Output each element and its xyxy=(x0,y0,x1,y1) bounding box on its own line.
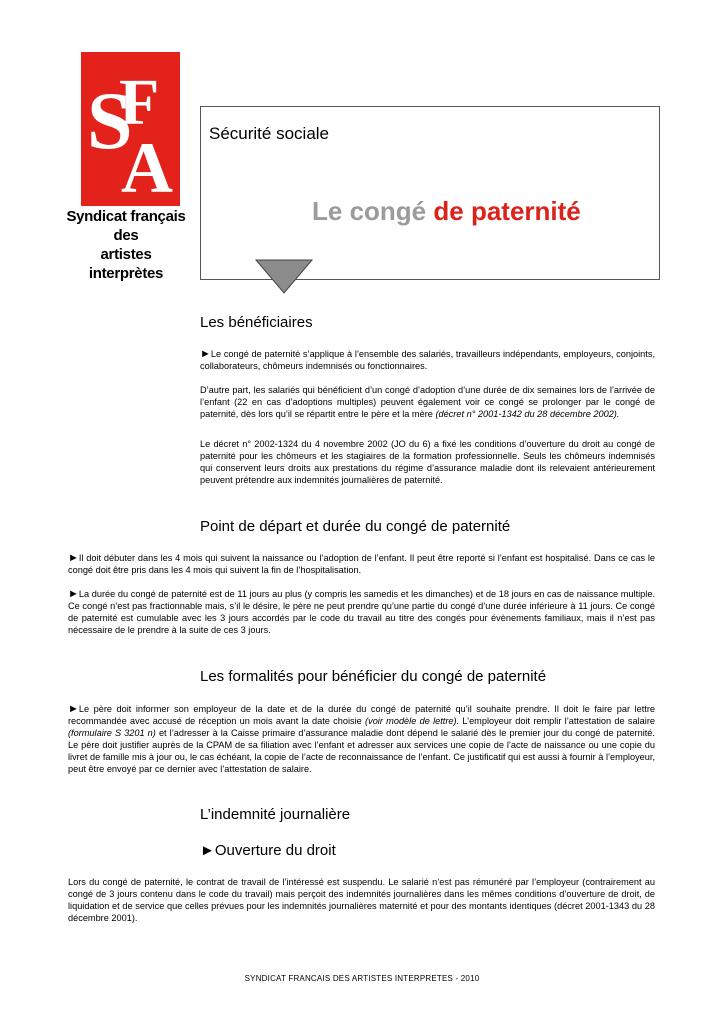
heading-beneficiaires: Les bénéficiaires xyxy=(200,314,313,331)
form-reference: (formulaire S 3201 n) xyxy=(68,728,156,738)
org-line-3: artistes interprètes xyxy=(88,246,164,282)
paragraph-depart-1: ►Il doit débuter dans les 4 mois qui suivent la naissance ou l’adoption de l’enfant. Il peut être reporté si l’enfant est hospitalisé. Dans ce cas le congé doit être pris dans les 4 mois qui suivent la fin de l’hospitalisation. xyxy=(68,552,655,575)
arrow-marker-icon: ► xyxy=(200,842,215,859)
down-triangle-icon xyxy=(255,259,313,295)
page-title xyxy=(312,196,581,227)
arrow-marker-icon: ► xyxy=(200,348,211,360)
arrow-marker-icon: ► xyxy=(68,588,79,600)
arrow-marker-icon: ► xyxy=(68,703,79,715)
heading-indemnite: L’indemnité journalière xyxy=(200,806,351,823)
org-line-1: Syndicat français xyxy=(66,208,186,225)
subheading-ouverture: ►Ouverture du droit xyxy=(200,842,336,859)
decree-reference: (décret n° 2001-1342 du 28 décembre 2002). xyxy=(435,409,620,419)
heading-depart: Point de départ et durée du congé de paternité xyxy=(200,518,511,535)
svg-text:F: F xyxy=(119,66,160,139)
title-part-1: Le congé xyxy=(312,196,427,226)
organization-name xyxy=(64,207,188,283)
sfa-logo xyxy=(81,52,180,206)
paragraph-depart-2: ►La durée du congé de paternité est de 11 jours au plus (y compris les samedis et les dimanches) et de 18 jours en cas de naissance multiple. Ce congé n’est pas fractionnable mais, s’il le désire, le père ne peut prendre qu’une partie du congé d’une durée inférieure à 11 jours. Ce congé de paternité est cumulable avec les 3 jours accordés par le code du travail au titre des congés pour évènements familiaux, mais il n’est pas nécessaire de le prendre à la suite de ces 3 jours. xyxy=(68,588,655,635)
paragraph-beneficiaires-2: D’autre part, les salariés qui bénéficient d’un congé d’adoption d’une durée de dix semaines lors de l’arrivée de l’enfant (22 en cas d’adoptions multiples) peuvent également voir ce congé se prolonger par le congé de paternité, dès lors qu’il se répartit entre le père et la mère (décret n° 2001-1342 du 28 décembre 2002). xyxy=(200,385,655,419)
page-footer: SYNDICAT FRANCAIS DES ARTISTES INTERPRETES - 2010 xyxy=(244,974,480,983)
paragraph-beneficiaires-1: ►Le congé de paternité s’applique à l’ensemble des salariés, travailleurs indépendants, employeurs, conjoints, collaborateurs, chômeurs indemnisés ou fonctionnaires. xyxy=(200,348,655,371)
svg-text:A: A xyxy=(121,128,173,206)
paragraph-beneficiaires-3: Le décret n° 2002-1324 du 4 novembre 2002 (JO du 6) a fixé les conditions d’ouverture du droit au congé de paternité pour les chômeurs et les stagiaires de la formation professionnelle. Seuls les chômeurs indemnisés qui conservent leurs droits aux prestations du régime d’assurance maladie dont ils relevaient antérieurement peuvent prétendre aux indemnités journalières de paternité. xyxy=(200,439,655,485)
title-part-2: de paternité xyxy=(433,196,581,226)
heading-formalites: Les formalités pour bénéficier du congé de paternité xyxy=(200,668,547,685)
org-line-2: des xyxy=(113,227,139,244)
paragraph-formalites-1: ►Le père doit informer son employeur de la date et de la durée du congé de paternité qu’il souhaite prendre. Il doit le faire par lettre recommandée avec accusé de réception un mois avant la date choisie (voir modèle de lettre). L’employeur doit remplir l’attestation de salaire (formulaire S 3201 n) et l’adresser à la Caisse primaire d’assurance maladie dont dépend le salarié dès le premier jour du congé de paternité. Le père doit justifier auprès de la CPAM de sa filiation avec l’enfant et adresser aux services une copie de l’acte de naissance ou une copie du livret de famille mis à jour ou, le cas échéant, la copie de l’acte de reconnaissance de l’enfant. Ce justificatif qui est aussi à fournir à l’employeur, peut être envoyé par ce dernier avec l’attestation de salaire. xyxy=(68,703,655,774)
arrow-marker-icon: ► xyxy=(68,552,79,564)
letter-model-reference: (voir modèle de lettre). xyxy=(365,716,460,726)
subject-label: Sécurité sociale xyxy=(209,124,330,143)
svg-text:S: S xyxy=(87,75,115,166)
paragraph-indemnite-1: Lors du congé de paternité, le contrat de travail de l’intéressé est suspendu. Le salarié n’est pas rémunéré par l’employeur (contrairement au congé de 3 jours contenu dans le code du travail) mais perçoit des indemnités journalières dans les mêmes conditions d’ouverture de droit, de liquidation et de service que celles prévues pour les indemnités journalières maternité et pour des montants identiques (décret 2001-1343 du 28 décembre 2001). xyxy=(68,877,655,923)
